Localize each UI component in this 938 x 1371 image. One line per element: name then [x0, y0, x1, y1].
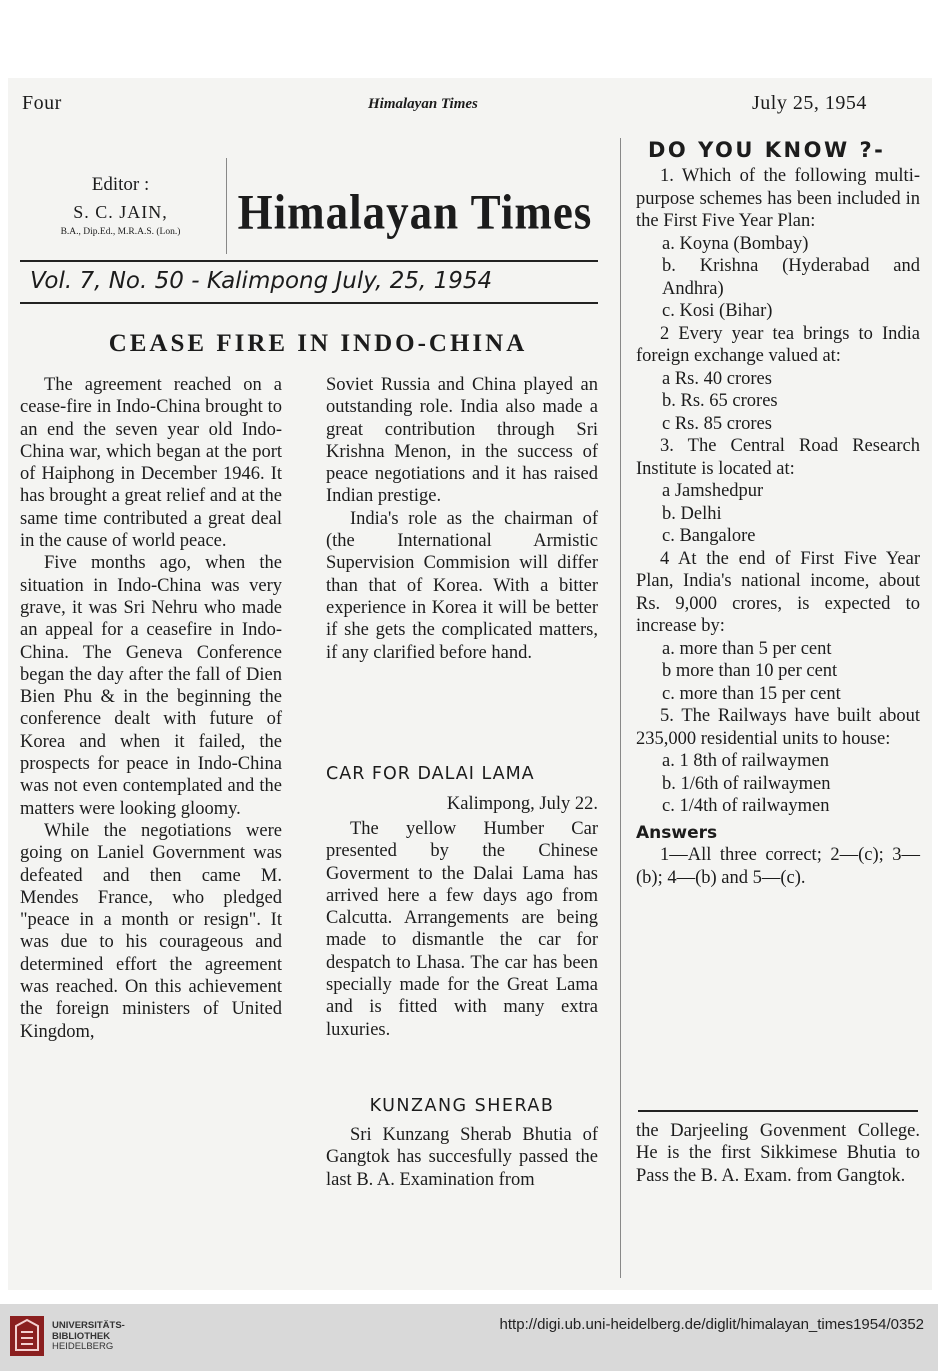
- car-dateline: Kalimpong, July 22.: [446, 794, 598, 814]
- editor-name: S. C. JAIN,: [73, 202, 168, 222]
- quiz-block: [636, 165, 920, 889]
- option: c. 1/4th of railwaymen: [662, 796, 830, 816]
- quiz-column: [636, 138, 920, 889]
- masthead-rule-bottom: [20, 302, 598, 304]
- library-seal-icon: [10, 1316, 44, 1356]
- kunzang-headline: KUNZANG SHERAB: [369, 1096, 555, 1116]
- lead-headline: CEASE FIRE IN INDO-CHINA: [108, 330, 528, 357]
- option: c. Kosi (Bihar): [662, 301, 773, 321]
- editor-divider: [226, 158, 227, 254]
- question-1: 1. Which of the following multi-purpose schemes has been included in the First Five Year Plan:: [636, 166, 920, 231]
- editor-box: [18, 174, 223, 237]
- option: a. more than 5 per cent: [662, 638, 832, 659]
- option: b. Rs. 65 crores: [662, 391, 778, 411]
- option: b. 1/6th of railwaymen: [662, 773, 831, 794]
- answers-label: Answers: [636, 822, 718, 843]
- library-name-line: UNIVERSITÄTS-: [52, 1320, 125, 1331]
- option: c. more than 15 per cent: [662, 683, 841, 704]
- running-masthead: Himalayan Times: [368, 96, 478, 112]
- kunzang-continued-text: the Darjeeling Govenment College. He is the first Sikkimese Bhutia to Pass the B. A. Exam. from Gangtok.: [636, 1121, 920, 1186]
- kunzang-continued: [636, 1120, 920, 1187]
- column-divider: [620, 138, 621, 1278]
- quiz-title: DO YOU KNOW ?-: [648, 138, 886, 162]
- lead-paragraph: Soviet Russia and China played an outstanding role. India also made a great contribution through Sri Krishna Menon, in the success of peace negotiations and it has raised Indian prestige.: [326, 375, 598, 507]
- option: b. Krishna (Hyderabad and Andhra): [662, 256, 920, 299]
- page-label: Four: [22, 92, 62, 114]
- library-name-line: HEIDELBERG: [52, 1341, 114, 1352]
- newspaper-page: [8, 78, 932, 1290]
- lead-paragraph: The agreement reached on a cease-fire in Indo-China brought to an end the seven year old Indo-China war, which began at the port of Haiphong in December 1946. It has brought a great relief and at the same time contributed a great deal in the cause of world peace.: [20, 375, 282, 552]
- masthead-rule-top: [20, 260, 598, 262]
- issue-line: Vol. 7, No. 50 - Kalimpong July, 25, 1954: [30, 268, 493, 294]
- kunzang-body: [326, 1124, 598, 1191]
- option: a. 1 8th of railwaymen: [662, 751, 829, 771]
- lead-column-2: [326, 374, 598, 664]
- editor-label: Editor :: [91, 174, 150, 195]
- quiz-end-rule: [638, 1110, 918, 1112]
- library-name: [52, 1321, 125, 1353]
- option: b. Delhi: [662, 503, 722, 524]
- option: c Rs. 85 crores: [662, 413, 772, 434]
- lead-paragraph: Five months ago, when the situation in Indo-China was very grave, it was Sri Nehru who made an appeal for a ceasefire in Indo-China. The Geneva Conference began the day after the fall of Dien Bien Phu & in the beginning the conference dealt with future of Korea and when it failed, the prospects for peace in Indo-China was not even contemplated and the matters were looking gloomy.: [20, 553, 282, 819]
- option: a. Koyna (Bombay): [662, 233, 809, 254]
- issue-date: July 25, 1954: [752, 92, 867, 114]
- option: a Rs. 40 crores: [662, 368, 772, 389]
- option: a Jamshedpur: [662, 481, 764, 501]
- question-5: 5. The Railways have built about 235,000 residential units to house:: [636, 706, 920, 749]
- car-story-text: The yellow Humber Car presented by the Chinese Goverment to the Dalai Lama has arrived here a few days ago from Calcutta. Arrangements are being made to dismantle the car for despatch to Lhasa. The car has been specially made for the Great Lama and is fitted with many extra luxuries.: [326, 819, 598, 1040]
- question-2: 2 Every year tea brings to India foreign exchange valued at:: [636, 323, 920, 366]
- lead-paragraph: India's role as the chairman of (the International Armistic Supervision Commision will differ than that of Korea. With a bitter experience in Korea it will be better if she gets the complicated matters, if any clarified before hand.: [326, 508, 598, 663]
- lead-paragraph: While the negotiations were going on Laniel Government was defeated and then came M. Mendes France, who pledged "peace in a month or resign". It was due to his courageous and determined effort the agreement was reached. On this achievement the foreign ministers of United Kingdom,: [20, 820, 282, 1042]
- option: b more than 10 per cent: [662, 661, 838, 681]
- answers-text: 1—All three correct; 2—(c); 3—(b); 4—(b) and 5—(c).: [636, 845, 920, 888]
- lead-column-1: [20, 374, 282, 1043]
- library-name-line: BIBLIOTHEK: [52, 1330, 111, 1342]
- question-3: 3. The Central Road Research Institute is located at:: [636, 436, 920, 479]
- kunzang-text: Sri Kunzang Sherab Bhutia of Gangtok has succesfully passed the last B. A. Examination from: [326, 1125, 598, 1190]
- car-story-body: [326, 818, 598, 1041]
- car-headline: CAR FOR DALAI LAMA: [326, 764, 535, 784]
- source-url-link[interactable]: http://digi.ub.uni-heidelberg.de/diglit/himalayan_times1954/0352: [499, 1316, 924, 1333]
- library-footer: [0, 1304, 938, 1371]
- question-4: 4 At the end of First Five Year Plan, India's national income, about Rs. 9,000 crores, is expected to increase by:: [636, 548, 920, 636]
- option: c. Bangalore: [662, 526, 756, 546]
- editor-credentials: B.A., Dip.Ed., M.R.A.S. (Lon.): [60, 227, 181, 237]
- masthead-title: Himalayan Times: [237, 184, 593, 240]
